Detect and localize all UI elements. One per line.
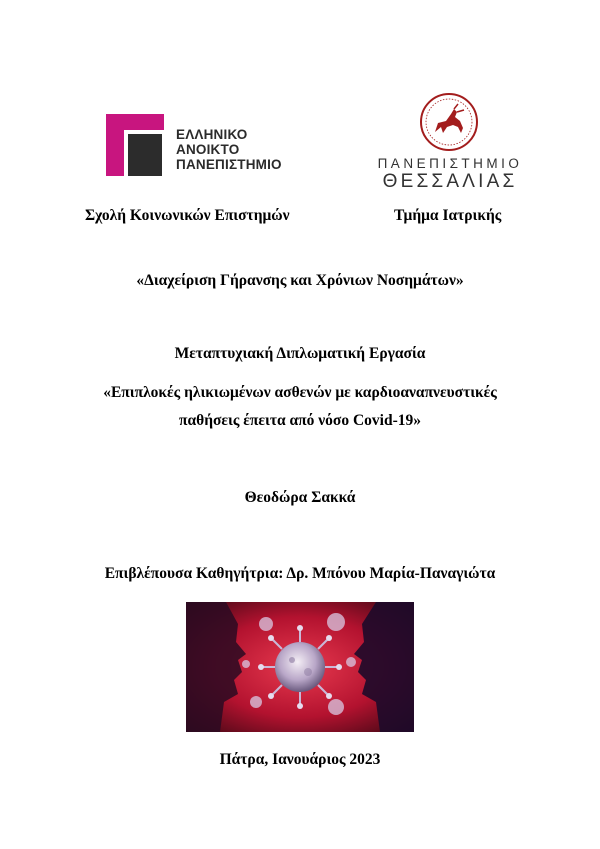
author-name: Θεοδώρα Σακκά: [244, 489, 356, 506]
place-date: Πάτρα, Ιανουάριος 2023: [219, 751, 381, 768]
uth-logo-line2: ΘΕΣΣΑΛΙΑΣ: [382, 171, 518, 192]
uth-logo-line1: ΠΑΝΕΠΙΣΤΗΜΙΟ: [377, 156, 523, 171]
eap-logo: [106, 114, 286, 180]
thesis-type: Μεταπτυχιακή Διπλωματική Εργασία: [174, 345, 426, 362]
eap-logo-line3: ΠΑΝΕΠΙΣΤΗΜΙΟ: [176, 157, 282, 172]
thesis-title-line1: «Επιπλοκές ηλικιωμένων ασθενών με καρδιοαναπνευστικές: [103, 384, 497, 401]
centaur-seal-logo-icon: [418, 92, 480, 152]
thesis-title-line2: παθήσεις έπειτα από νόσο Covid-19»: [178, 412, 422, 429]
eap-logo-line1: ΕΛΛΗΝΙΚΟ: [176, 127, 248, 142]
supervisor: Επιβλέπουσα Καθηγήτρια: Δρ. Μπόνου Μαρία-Παναγιώτα: [104, 565, 496, 582]
program-title: «Διαχείριση Γήρανσης και Χρόνιων Νοσημάτων»: [136, 272, 464, 289]
coronavirus-illustration-icon: [186, 602, 414, 732]
uth-logo: [365, 92, 535, 192]
eap-logo-line2: ΑΝΟΙΚΤΟ: [176, 142, 240, 157]
department-name: Τμήμα Ιατρικής: [394, 207, 502, 224]
school-name: Σχολή Κοινωνικών Επιστημών: [85, 207, 290, 224]
eap-pink-square-logo-icon: [106, 114, 168, 180]
